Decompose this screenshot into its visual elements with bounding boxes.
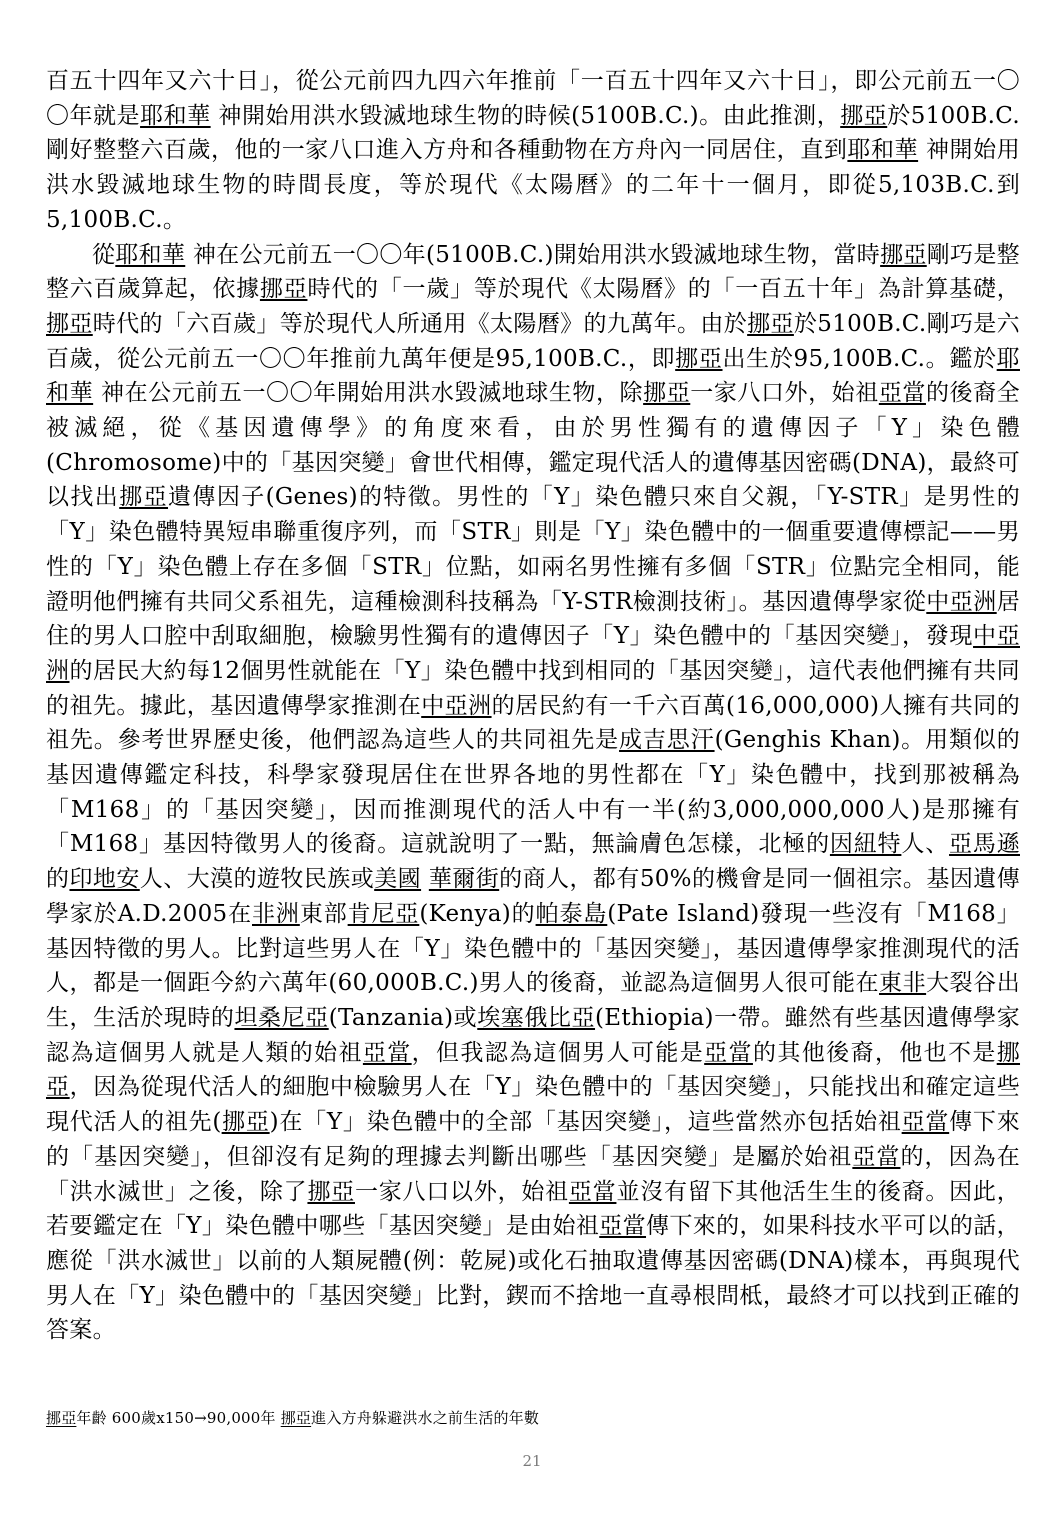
paragraph [46, 238, 1020, 1349]
proper-name: 印地安 [69, 866, 140, 893]
text-run: (Tanzania)或 [328, 1004, 478, 1031]
proper-name: 亞馬遜 [949, 831, 1020, 858]
proper-name: 挪亞 [840, 102, 888, 129]
proper-name: 肯尼亞 [347, 900, 420, 927]
footnote-text-age: 年齡 600歲x150→90,000年 [76, 1409, 281, 1427]
text-run: 一家八口外，始祖 [690, 380, 879, 407]
text-run: 一家八口以外，始祖 [354, 1178, 569, 1205]
text-run: 傳下來的「基因突變」，但卻沒有足夠的理據去判斷出哪些「基因突變」是屬於始祖 [46, 1109, 1020, 1170]
document-body [46, 64, 1020, 1348]
text-run: 的商人，都有50%的機會是同一個祖宗。基因遺傳學家於A.D.2005在 [46, 866, 1020, 927]
text-run: (Ethiopia)一帶。雖然有些基因遺傳學家認為這個男人就是人類的始祖 [46, 1004, 1021, 1066]
text-run: 從 [92, 241, 116, 268]
text-run: 遺傳因子(Genes)的特徵。男性的「Y」染色體只來自父親，「Y-STR」是男性的「Y」染色體特異短串聯重復序列，而「STR」則是「Y」染色體中的一個重要遺傳標記——男性的「Y」染色體上存在多個「STR」位點，如兩名男性擁有多個「STR」位點完全相同，能證明他們擁有共同父系祖先，這種檢測科技稱為「Y-STR檢測技術」。基因遺傳學家從 [46, 484, 1020, 615]
text-run: (Kenya)的 [419, 900, 536, 927]
proper-name: 中亞洲 [46, 623, 1020, 684]
proper-name: 非洲 [252, 900, 300, 927]
proper-name: 華爾街 [428, 866, 500, 893]
proper-name: 亞當 [362, 1039, 412, 1066]
proper-name: 挪亞 [221, 1109, 270, 1136]
proper-name: 亞當 [901, 1109, 950, 1136]
proper-name: 因紐特 [829, 831, 902, 858]
proper-name: 亞當 [599, 1213, 647, 1240]
proper-name: 亞當 [568, 1178, 617, 1205]
proper-name: 中亞洲 [926, 588, 997, 615]
proper-name: 挪亞 [307, 1178, 355, 1205]
proper-name: 帕泰島 [535, 900, 608, 927]
proper-name: 亞當 [852, 1143, 901, 1170]
proper-name: 東非 [879, 970, 927, 997]
text-run: 的，因為在「洪水滅世」之後，除了 [46, 1143, 1020, 1205]
text-run: 時代的「六百歲」等於現代人所通用《太陽曆》的九萬年。由於 [92, 310, 748, 337]
text-run: 的其他後裔，他也不是 [752, 1039, 997, 1066]
text-run: )在「Y」染色體中的全部「基因突變」，這些當然亦包括始祖 [269, 1109, 902, 1136]
text-run: 的 [46, 866, 70, 893]
proper-name: 耶和華 [46, 345, 1020, 407]
footnote [46, 1408, 539, 1428]
footnote-text-years: 進入方舟躲避洪水之前生活的年數 [311, 1409, 540, 1427]
proper-name: 美國 [374, 866, 422, 893]
text-run: ，但我認為這個男人可能是 [411, 1039, 705, 1066]
page-number: 21 [522, 1452, 542, 1470]
text-run: 時代的「一歲」等於現代《太陽曆》的「一百五十年」為計算基礎， [307, 276, 1021, 303]
text-run: 大裂谷出生，生活於現時的 [46, 970, 1021, 1031]
text-run: 東部 [299, 900, 348, 927]
text-run: ，因為從現代活人的細胞中檢驗男人在「Y」染色體中的「基因突變」，只能找出和確定這些現代活人的祖先( [46, 1074, 1020, 1136]
proper-name: 挪亞 [675, 345, 723, 372]
text-run: 神開始用洪水毀滅地球生物的時間長度，等於現代《太陽曆》的二年十一個月，即從5,103B.C.到5,100B.C.。 [46, 137, 1021, 233]
text-run: 並沒有留下其他活生生的後裔。因此，若要鑑定在「Y」染色體中哪些「基因突變」是由始祖 [46, 1178, 1020, 1240]
footnote-name-noah: 挪亞 [46, 1409, 77, 1427]
proper-name: 耶和華 [847, 137, 919, 164]
proper-name: 成吉思汗 [619, 727, 715, 754]
proper-name: 挪亞 [259, 276, 308, 303]
proper-name: 中亞洲 [421, 692, 492, 719]
text-run: (Genghis Khan)。用類似的基因遺傳鑑定科技，科學家發現居住在世界各地的男性都在「Y」染色體中，找到那被稱為「M168」的「基因突變」，因而推測現代的活人中有一半(約3,000,000,000人)是那擁有「M168」基因特徵男人的後裔。這就說明了一點，無論膚色怎樣，北極的 [46, 727, 1020, 858]
text-run: 的後裔全被滅絕，從《基因遺傳學》的角度來看，由於男性獨有的遺傳因子「Y」染色體(Chromosome)中的「基因突變」會世代相傳，鑑定現代活人的遺傳基因密碼(DNA)，最終可以找出 [46, 380, 1020, 511]
text-run: 的居民大約每12個男性就能在「Y」染色體中找到相同的「基因突變」，這代表他們擁有共同的祖先。據此，基因遺傳學家推測在 [46, 657, 1020, 719]
text-run: 剛巧是整整六百歲算起，依據 [46, 241, 1020, 303]
proper-name: 坦桑尼亞 [234, 1004, 329, 1031]
paragraph [46, 64, 1020, 238]
text-run: 神在公元前五一〇〇年開始用洪水毀滅地球生物，除 [93, 380, 644, 407]
proper-name: 耶和華 [115, 241, 186, 268]
proper-name: 挪亞 [747, 310, 794, 337]
text-run: 居住的男人口腔中刮取細胞，檢驗男性獨有的遺傳因子「Y」染色體中的「基因突變」，發現 [46, 588, 1021, 650]
text-run: 傳下來的，如果科技水平可以的話，應從「洪水滅世」以前的人類屍體(例：乾屍)或化石抽取遺傳基因密碼(DNA)樣本，再與現代男人在「Y」染色體中的「基因突變」比對，鍥而不捨地一直尋根問柢，最終才可以找到正確的答案。 [46, 1213, 1020, 1344]
text-run: 人、 [901, 831, 950, 858]
text-run: 出生於95,100B.C.。鑑於 [722, 345, 997, 372]
proper-name: 挪亞 [880, 241, 927, 268]
proper-name: 挪亞 [46, 1039, 1021, 1101]
proper-name: 埃塞俄比亞 [477, 1004, 596, 1031]
text-run: 百五十四年又六十日」，從公元前四九四六年推前「一百五十四年又六十日」，即公元前五一〇〇年就是 [46, 68, 1020, 129]
proper-name: 亞當 [704, 1039, 753, 1066]
proper-name: 挪亞 [643, 380, 691, 407]
text-run: 於5100B.C.剛巧是六百歲，從公元前五一〇〇年推前九萬年便是95,100B.C.，即 [46, 310, 1020, 372]
text-run: 神在公元前五一〇〇年(5100B.C.)開始用洪水毀滅地球生物，當時 [185, 241, 881, 268]
proper-name: 亞當 [878, 380, 926, 407]
text-run: 於5100B.C.剛好整整六百歲，他的一家八口進入方舟和各種動物在方舟內一同居住，直到 [46, 102, 1020, 164]
text-run: 的居民約有一千六百萬(16,000,000)人擁有共同的祖先。參考世界歷史後，他們認為這些人的共同祖先是 [46, 692, 1020, 754]
text-run: 人、大漠的遊牧民族或 [139, 866, 375, 893]
proper-name: 挪亞 [119, 484, 169, 511]
text-run: 神開始用洪水毀滅地球生物的時候(5100B.C.)。由此推測， [210, 102, 841, 129]
footnote-name-noah-2: 挪亞 [280, 1409, 312, 1427]
text-run: (Pate Island)發現一些沒有「M168」基因特徵的男人。比對這些男人在「Y」染色體中的「基因突變」，基因遺傳學家推測現代的活人，都是一個距今約六萬年(60,000B.C.)男人的後裔，並認為這個男人很可能在 [46, 900, 1020, 997]
text-run [421, 866, 429, 892]
proper-name: 耶和華 [140, 102, 211, 129]
proper-name: 挪亞 [46, 310, 93, 337]
